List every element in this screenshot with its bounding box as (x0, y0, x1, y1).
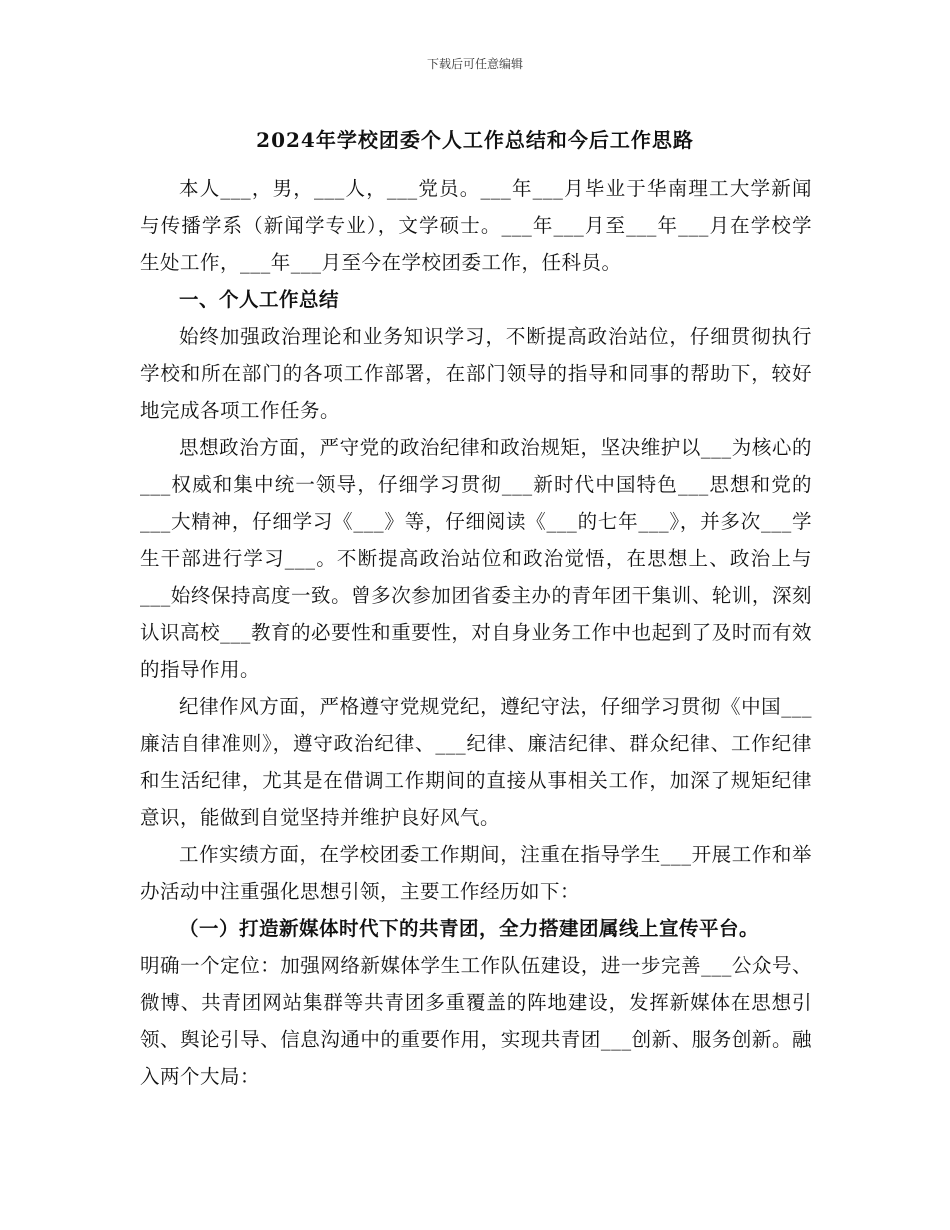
document-title: 2024年学校团委个人工作总结和今后工作思路 (256, 128, 694, 152)
paragraph-3: 纪律作风方面，严格遵守党规党纪，遵纪守法，仔细学习贯彻《中国___廉洁自律准则》，遵守政治纪律、___纪律、廉洁纪律、群众纪律、工作纪律和生活纪律，尤其是在借调工作期间的直接从事相关工作，加深了规矩纪律意识，能做到自觉坚持并维护良好风气。 (140, 695, 812, 829)
paragraph-intro: 本人___，男，___人，___党员。___年___月毕业于华南理工大学新闻与传播学系（新闻学专业），文学硕士。___年___月至___年___月在学校学生处工作，___年___月至今在学校团委工作，任科员。 (140, 177, 812, 274)
section-heading-1: 一、个人工作总结 (179, 288, 340, 311)
document-body (140, 170, 812, 1095)
paragraph-2: 思想政治方面，严守党的政治纪律和政治规矩，坚决维护以___为核心的___权威和集中统一领导，仔细学习贯彻___新时代中国特色___思想和党的___大精神，仔细学习《___》等，仔细阅读《___的七年___》，并多次___学生干部进行学习___。不断提高政治站位和政治觉悟，在思想上、政治上与___始终保持高度一致。曾多次参加团省委主办的青年团干集训、轮训，深刻认识高校___教育的必要性和重要性，对自身业务工作中也起到了及时而有效的指导作用。 (140, 436, 812, 681)
paragraph-4: 工作实绩方面，在学校团委工作期间，注重在指导学生___开展工作和举办活动中注重强化思想引领，主要工作经历如下： (140, 843, 812, 903)
subsection-heading-1: （一）打造新媒体时代下的共青团，全力搭建团属线上宣传平台。 (179, 917, 760, 940)
paragraph-5: 明确一个定位：加强网络新媒体学生工作队伍建设，进一步完善___公众号、微博、共青团网站集群等共青团多重覆盖的阵地建设，发挥新媒体在思想引领、舆论引导、信息沟通中的重要作用，实现共青团___创新、服务创新。融入两个大局： (140, 954, 812, 1088)
paragraph-1: 始终加强政治理论和业务知识学习，不断提高政治站位，仔细贯彻执行学校和所在部门的各项工作部署，在部门领导的指导和同事的帮助下，较好地完成各项工作任务。 (140, 325, 812, 422)
header-note: 下载后可任意编辑 (426, 57, 523, 71)
